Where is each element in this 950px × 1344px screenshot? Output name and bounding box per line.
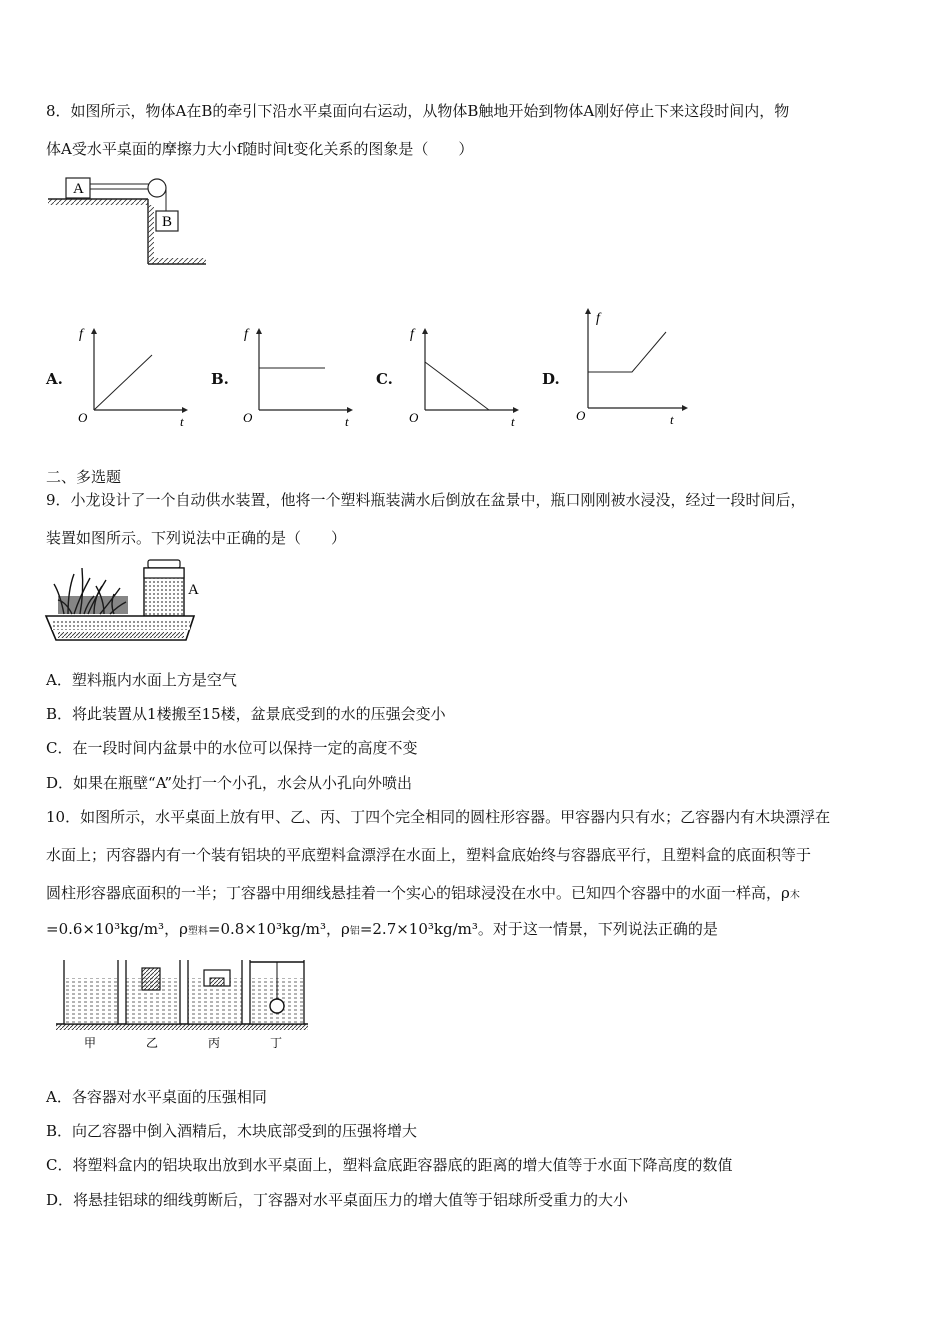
q10-line-2: 水面上；丙容器内有一个装有铝块的平底塑料盒漂浮在水面上，塑料盒底始终与容器底平行，且塑料盒的底面积等于 <box>46 846 812 864</box>
q8-line-1: 8．如图所示，物体A在B的牵引下沿水平桌面向右运动，从物体B触地开始到物体A刚好停止下来这段时间内，物 <box>46 102 790 120</box>
q9-option-a[interactable]: A．塑料瓶内水面上方是空气 <box>46 671 237 689</box>
q10-line-4: =0.6×10³kg/m³，ρ塑料=0.8×10³kg/m³，ρ铝=2.7×10³kg/m³。对于这一情景，下列说法正确的是 <box>46 920 718 938</box>
q8-graph-c[interactable] <box>403 322 523 432</box>
q8-option-d-letter[interactable]: D. <box>542 370 560 388</box>
rho-wood-subscript: 木 <box>789 890 800 901</box>
q10-option-c[interactable]: C．将塑料盒内的铝块取出放到水平桌面上，塑料盒底距容器底的距离的增大值等于水面下降高度的数值 <box>46 1156 733 1174</box>
q9-option-d[interactable]: D．如果在瓶壁“A”处打一个小孔，水会从小孔向外喷出 <box>46 774 412 792</box>
graph-d-f: f <box>596 311 600 326</box>
q9-option-b[interactable]: B．将此装置从1楼搬至15楼，盆景底受到的水的压强会变小 <box>46 705 446 723</box>
q8-graph-b[interactable] <box>237 322 357 432</box>
graph-b-o: O <box>243 410 253 425</box>
graph-c-f: f <box>410 327 414 342</box>
rho-aluminum-subscript: 铝 <box>349 926 360 937</box>
q8-option-c-letter[interactable]: C. <box>376 370 393 388</box>
q9-line-1: 9．小龙设计了一个自动供水装置，他将一个塑料瓶装满水后倒放在盆景中，瓶口刚刚被水浸没，经过一段时间后， <box>46 491 806 509</box>
table-edge-hatch <box>148 205 154 264</box>
graph-b-f: f <box>244 327 248 342</box>
block-b-label: B <box>162 214 173 230</box>
table-hatch <box>48 199 148 205</box>
label-bing: 丙 <box>208 1036 221 1050</box>
label-jia: 甲 <box>84 1036 97 1050</box>
pulley <box>148 179 166 197</box>
rho-plastic-subscript: 塑料 <box>187 926 208 937</box>
label-yi: 乙 <box>146 1036 159 1050</box>
q8-figure <box>44 172 214 272</box>
graph-c-t: t <box>511 414 515 429</box>
graph-a-o: O <box>78 410 88 425</box>
graph-d-t: t <box>670 412 674 427</box>
label-ding: 丁 <box>270 1036 283 1050</box>
graph-d-line <box>588 332 666 372</box>
q9-line-2: 装置如图所示。下列说法中正确的是（ ） <box>46 529 347 547</box>
block-a-label: A <box>73 181 84 197</box>
container-yi <box>126 960 180 1024</box>
bottle-cap <box>148 560 180 568</box>
floor-hatch <box>154 258 206 264</box>
q9-figure <box>44 556 214 656</box>
q8-option-b-letter[interactable]: B. <box>211 370 229 388</box>
graph-a-f: f <box>79 327 83 342</box>
q9-option-c[interactable]: C．在一段时间内盆景中的水位可以保持一定的高度不变 <box>46 739 418 757</box>
graph-c-o: O <box>409 410 419 425</box>
graph-c-line <box>425 362 489 410</box>
aluminum-ball <box>270 999 284 1013</box>
q10-option-d[interactable]: D．将悬挂铝球的细线剪断后，丁容器对水平桌面压力的增大值等于铝球所受重力的大小 <box>46 1191 629 1209</box>
q10-line-1: 10．如图所示，水平桌面上放有甲、乙、丙、丁四个完全相同的圆柱形容器。甲容器内只有水；乙容器内有木块漂浮在 <box>46 808 831 826</box>
container-bing <box>188 960 242 1024</box>
q8-graph-a[interactable] <box>72 322 192 432</box>
q8-graph-d[interactable] <box>570 304 700 432</box>
q10-figure <box>54 956 314 1054</box>
graph-a-t: t <box>180 414 184 429</box>
q10-option-b[interactable]: B．向乙容器中倒入酒精后，木块底部受到的压强将增大 <box>46 1122 418 1140</box>
wood-block <box>142 968 160 990</box>
plant-foliage <box>58 596 128 614</box>
aluminum-block <box>210 978 224 986</box>
graph-a-line <box>94 355 152 410</box>
graph-b-t: t <box>345 414 349 429</box>
section-heading: 二、多选题 <box>46 468 122 486</box>
graph-d-o: O <box>576 408 586 423</box>
container-jia <box>64 960 118 1024</box>
q10-option-a[interactable]: A．各容器对水平桌面的压强相同 <box>46 1088 267 1106</box>
q8-line-2: 体A受水平桌面的摩擦力大小f随时间t变化关系的图象是（ ） <box>46 140 474 158</box>
q8-option-a-letter[interactable]: A. <box>46 370 63 388</box>
q10-line-3: 圆柱形容器底面积的一半；丁容器中用细线悬挂着一个实心的铝球浸没在水中。已知四个容器中的水面一样高，ρ木 <box>46 884 800 902</box>
bottle-label: A <box>188 582 199 598</box>
container-ding <box>250 960 304 1024</box>
